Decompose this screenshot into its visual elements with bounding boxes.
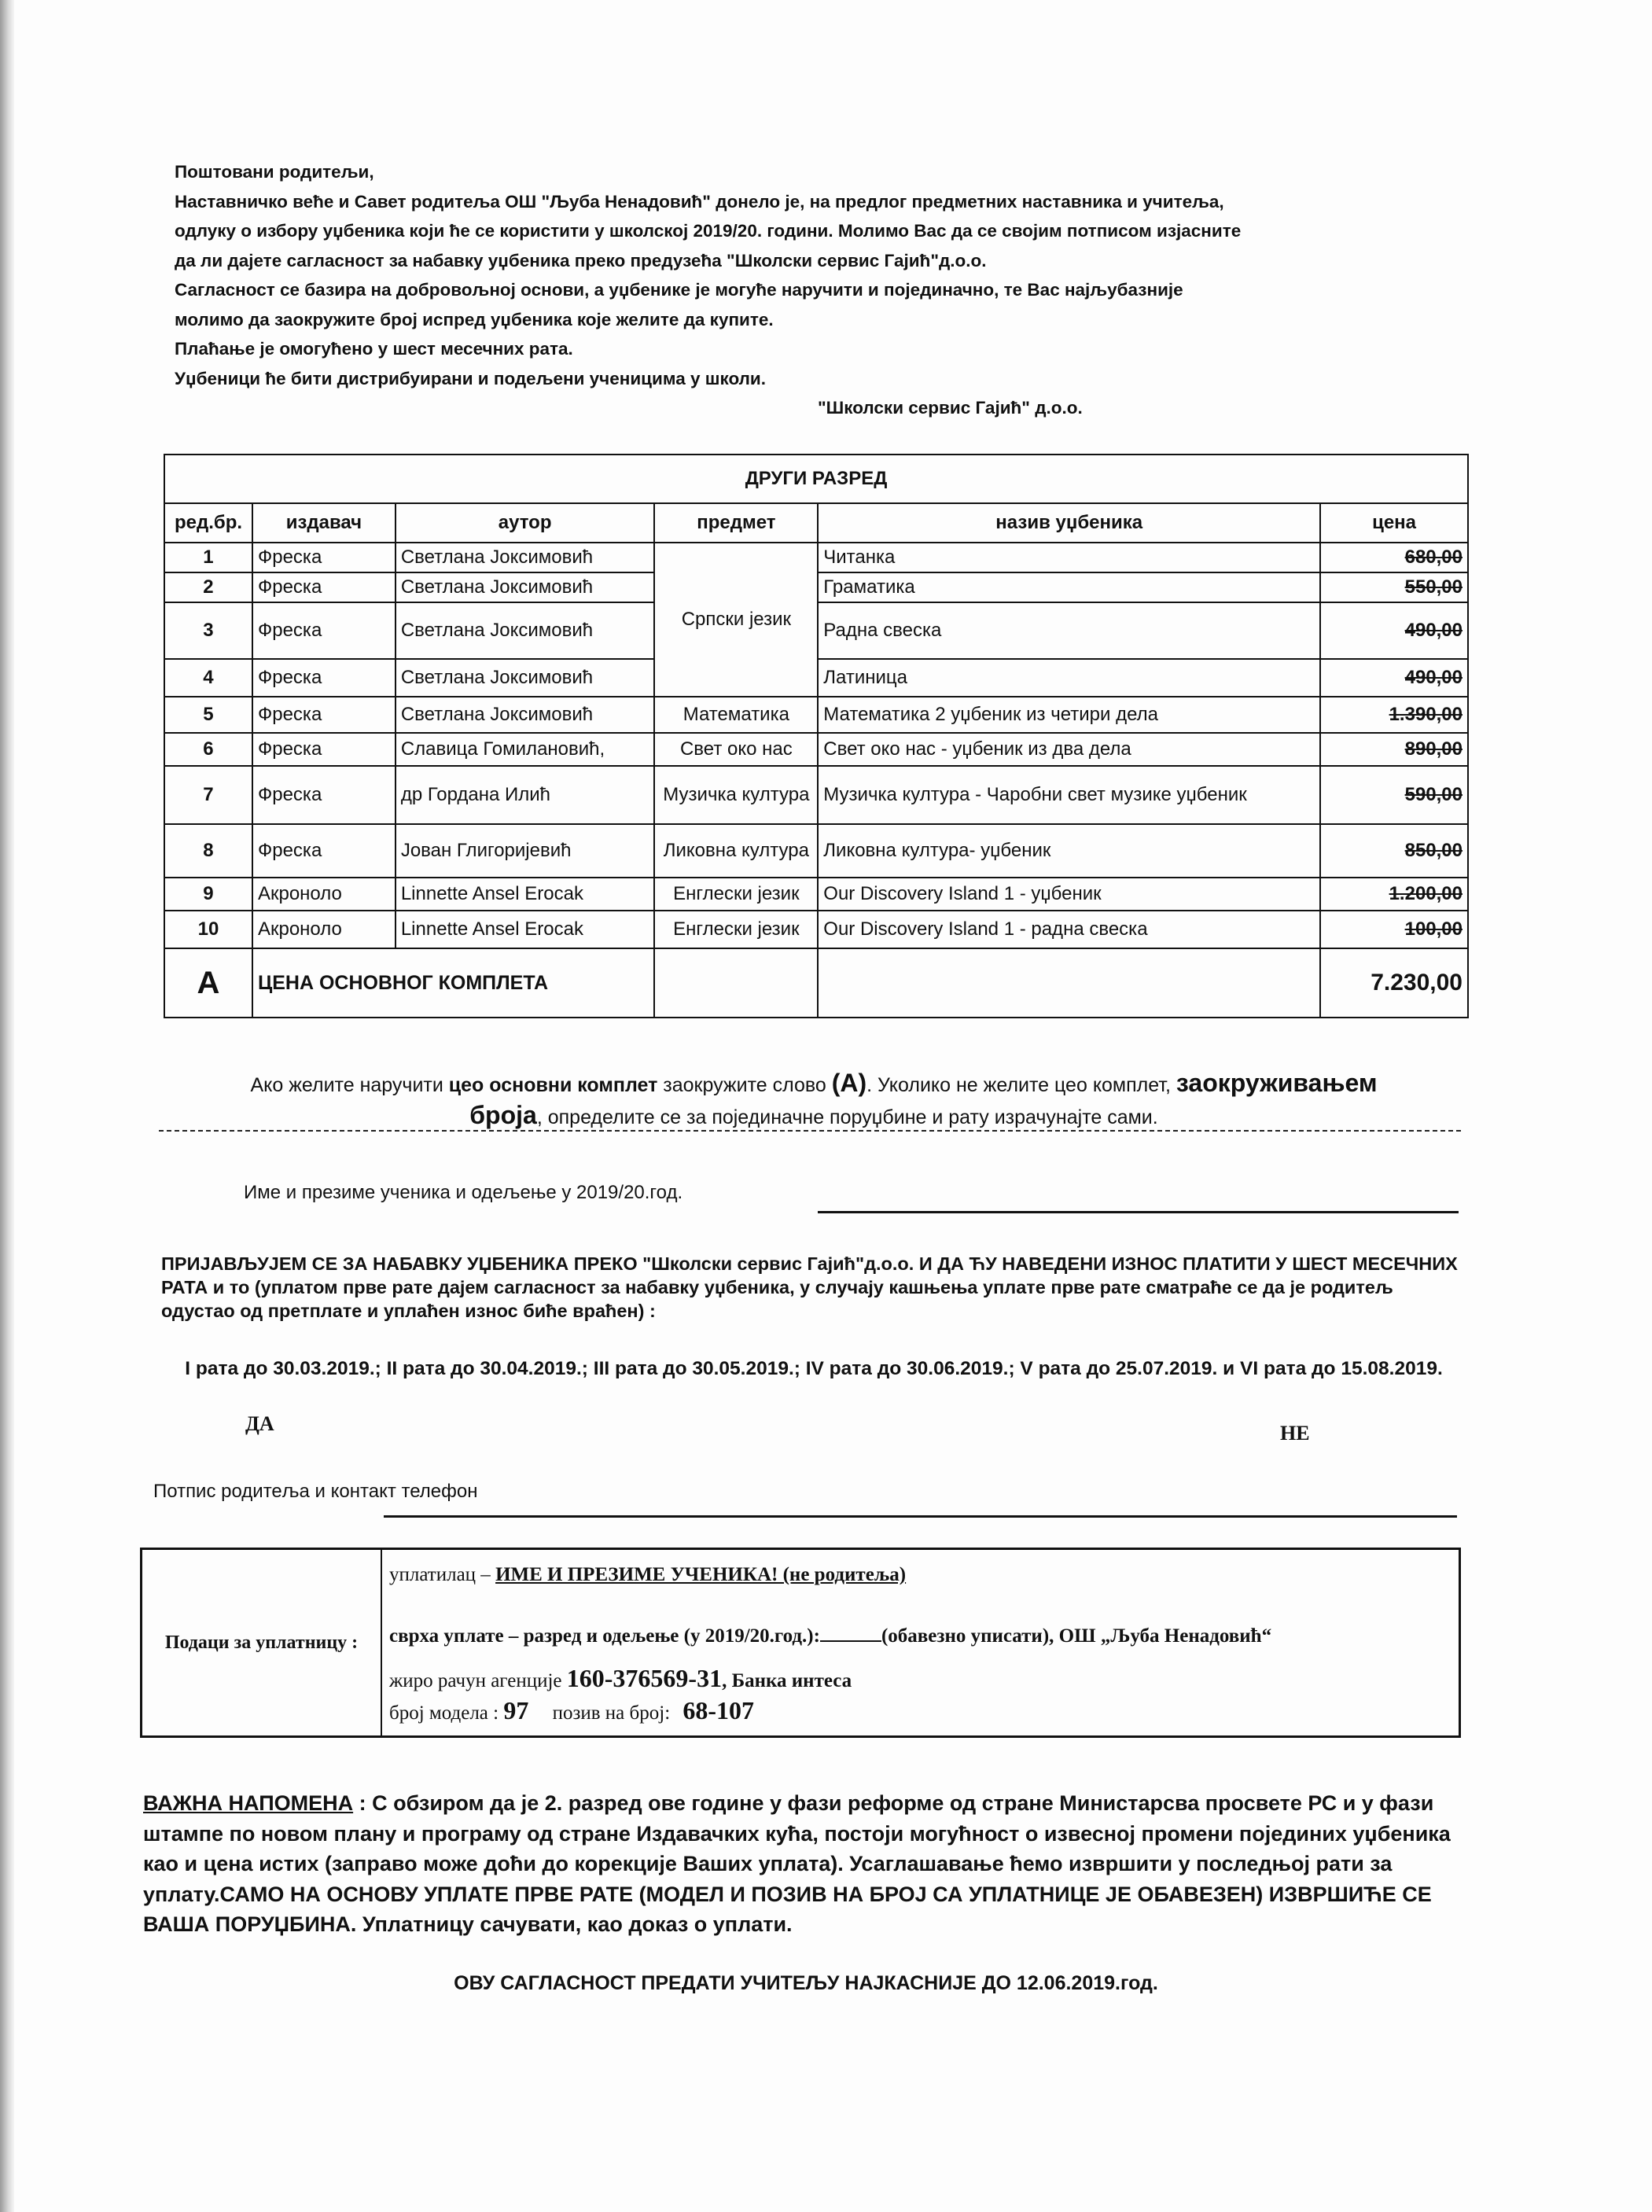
row-price: 1.200,00 bbox=[1320, 878, 1468, 911]
row-publisher: Фреска bbox=[252, 659, 396, 697]
note-text: броја bbox=[469, 1101, 537, 1129]
model-prefix: број модела : bbox=[389, 1702, 504, 1724]
row-number[interactable]: 5 bbox=[164, 697, 252, 733]
row-author: Linnette Ansel Erocak bbox=[396, 878, 655, 911]
total-label: ЦЕНА ОСНОВНОГ КОМПЛЕТА bbox=[252, 948, 654, 1018]
row-price: 490,00 bbox=[1320, 659, 1468, 697]
row-title: Радна свеска bbox=[818, 602, 1320, 659]
row-subject: Српски језик bbox=[654, 543, 818, 697]
intro-line: Поштовани родитељи, bbox=[175, 162, 374, 182]
deadline-note: ОВУ САГЛАСНОСТ ПРЕДАТИ УЧИТЕЉУ НАЈКАСНИЈЕ ДО 12.06.2019.год. bbox=[454, 1972, 1158, 1994]
row-author: Славица Гомилановић, bbox=[396, 733, 655, 766]
row-publisher: Фреска bbox=[252, 543, 396, 572]
header-subject: предмет bbox=[654, 503, 818, 543]
row-number[interactable]: 9 bbox=[164, 878, 252, 911]
row-publisher: Акроноло bbox=[252, 878, 396, 911]
model-number: 97 bbox=[503, 1696, 529, 1724]
row-title: Латиница bbox=[818, 659, 1320, 697]
order-instructions bbox=[165, 1068, 1463, 1132]
intro-line: Сагласност се базира на добровољној основи, а уџбенике је могуће наручити и појединачно, те Вас најљубазније bbox=[175, 280, 1183, 300]
row-number[interactable]: 4 bbox=[164, 659, 252, 697]
row-subject: Музичка култура bbox=[654, 766, 818, 824]
row-publisher: Акроноло bbox=[252, 911, 396, 948]
total-price: 7.230,00 bbox=[1320, 948, 1468, 1018]
table-title: ДРУГИ РАЗРЕД bbox=[164, 455, 1468, 503]
parent-signature-label: Потпис родитеља и контакт телефон bbox=[153, 1481, 478, 1502]
bank-name: , Банка интеса bbox=[722, 1670, 852, 1691]
header-no: ред.бр. bbox=[164, 503, 252, 543]
set-letter[interactable]: А bbox=[164, 948, 252, 1018]
table-row bbox=[164, 697, 1468, 733]
intro-line: молимо да заокружите број испред уџбеника које желите да купите. bbox=[175, 309, 774, 329]
student-name-field[interactable] bbox=[818, 1211, 1459, 1213]
row-number[interactable]: 1 bbox=[164, 543, 252, 572]
account-row bbox=[389, 1664, 852, 1693]
parent-signature-field[interactable] bbox=[384, 1515, 1457, 1518]
row-price: 680,00 bbox=[1320, 543, 1468, 572]
apply-statement: ПРИЈАВЉУЈЕМ СЕ ЗА НАБАВКУ УЏБЕНИКА ПРЕКО "Школски сервис Гајић"д.о.о. И ДА ЋУ НАВЕДЕНИ ИЗНОС ПЛАТИТИ У ШЕСТ МЕСЕЧНИХ РАТА и то (уплатом прве рате дајем сагласност за набавку уџбеника, у случају кашњења уплате прве рате сматраће се да је родитељ одустао од претплате и уплаћен износ биће враћен) : bbox=[161, 1253, 1458, 1321]
important-text: : С обзиром да је 2. разред ове године у фази реформе од стране Министарсва просвете РС и у фази штампе по новом плану и програму од стране Издавачких кућа, постоји могућност о извесној промени појединих уџбеника као и цена истих (заправо може доћи до корекције Ваших уплата). Усаглашавање ћемо извршити у последњој рати за уплату.САМО НА ОСНОВУ УПЛАТЕ ПРВЕ РАТЕ (МОДЕЛ И ПОЗИВ НА БРОЈ СА УПЛАТНИЦЕ ЈЕ ОБАВЕЗЕН) ИЗВРШИЋЕ СЕ ВАША ПОРУЏБИНА. Уплатницу сачувати, као доказ о уплати. bbox=[143, 1791, 1451, 1936]
no-option[interactable]: НЕ bbox=[1280, 1422, 1310, 1445]
row-price: 550,00 bbox=[1320, 572, 1468, 602]
intro-line: Уџбеници ће бити дистрибуирани и подељени ученицима у школи. bbox=[175, 368, 767, 388]
row-author: др Гордана Илић bbox=[396, 766, 655, 824]
payer-value: ИМЕ И ПРЕЗИМЕ УЧЕНИКА! (не родитеља) bbox=[495, 1564, 907, 1585]
account-prefix: жиро рачун агенције bbox=[389, 1670, 567, 1691]
row-title: Our Discovery Island 1 - радна свеска bbox=[818, 911, 1320, 948]
row-author: Светлана Јоксимовић bbox=[396, 697, 655, 733]
note-text: (А) bbox=[831, 1069, 867, 1097]
important-heading: ВАЖНА НАПОМЕНА bbox=[143, 1791, 354, 1815]
table-row bbox=[164, 733, 1468, 766]
row-number[interactable]: 8 bbox=[164, 824, 252, 878]
student-name-label: Име и презиме ученика и одељење у 2019/20.год. bbox=[244, 1182, 683, 1203]
row-title: Граматика bbox=[818, 572, 1320, 602]
model-row bbox=[389, 1696, 754, 1725]
yes-option[interactable]: ДА bbox=[245, 1412, 274, 1435]
row-number[interactable]: 10 bbox=[164, 911, 252, 948]
table-row bbox=[164, 766, 1468, 824]
row-author: Светлана Јоксимовић bbox=[396, 602, 655, 659]
row-price: 850,00 bbox=[1320, 824, 1468, 878]
row-price: 890,00 bbox=[1320, 733, 1468, 766]
row-publisher: Фреска bbox=[252, 697, 396, 733]
purpose-prefix: сврха уплате – разред и одељење (у 2019/20.год.): bbox=[389, 1625, 820, 1647]
account-number: 160-376569-31 bbox=[566, 1664, 723, 1692]
row-title: Математика 2 уџбеник из четири дела bbox=[818, 697, 1320, 733]
intro-letter bbox=[175, 157, 1464, 423]
row-number[interactable]: 6 bbox=[164, 733, 252, 766]
header-price: цена bbox=[1320, 503, 1468, 543]
total-empty-cell bbox=[654, 948, 818, 1018]
header-title: назив уџбеника bbox=[818, 503, 1320, 543]
row-publisher: Фреска bbox=[252, 766, 396, 824]
row-title: Ликовна култура- уџбеник bbox=[818, 824, 1320, 878]
purpose-row bbox=[389, 1625, 1271, 1647]
total-row bbox=[164, 948, 1468, 1018]
intro-line: да ли дајете сагласност за набавку уџбеника преко предузећа "Школски сервис Гајић"д.о.о. bbox=[175, 250, 987, 271]
row-publisher: Фреска bbox=[252, 733, 396, 766]
row-price: 590,00 bbox=[1320, 766, 1468, 824]
row-number[interactable]: 2 bbox=[164, 572, 252, 602]
row-subject: Ликовна култура bbox=[654, 824, 818, 878]
note-text: . Уколико не желите цео комплет, bbox=[866, 1074, 1176, 1096]
table-row bbox=[164, 911, 1468, 948]
header-author: аутор bbox=[396, 503, 655, 543]
payment-slip-label: Подаци за уплатницу : bbox=[142, 1550, 382, 1735]
class-blank-field[interactable] bbox=[820, 1640, 881, 1642]
total-empty-cell bbox=[818, 948, 1320, 1018]
note-text: Ако желите наручити bbox=[250, 1074, 449, 1096]
row-title: Музичка култура - Чаробни свет музике уџбеник bbox=[818, 766, 1320, 824]
table-row bbox=[164, 878, 1468, 911]
intro-signature: "Школски сервис Гајић" д.о.о. bbox=[818, 398, 1083, 418]
reference-number: 68-107 bbox=[683, 1696, 755, 1724]
scan-page-edge bbox=[0, 0, 14, 2212]
payer-row bbox=[389, 1564, 906, 1586]
row-author: Светлана Јоксимовић bbox=[396, 543, 655, 572]
dashed-divider bbox=[159, 1130, 1461, 1132]
row-subject: Свет око нас bbox=[654, 733, 818, 766]
payment-slip-box bbox=[140, 1548, 1461, 1738]
table-header-row bbox=[164, 503, 1468, 543]
row-subject: Енглески језик bbox=[654, 878, 818, 911]
reference-prefix: позив на број: bbox=[552, 1702, 675, 1724]
row-author: Светлана Јоксимовић bbox=[396, 659, 655, 697]
row-author: Linnette Ansel Erocak bbox=[396, 911, 655, 948]
row-subject: Математика bbox=[654, 697, 818, 733]
row-title: Читанка bbox=[818, 543, 1320, 572]
textbook-table bbox=[164, 454, 1469, 1018]
table-row bbox=[164, 824, 1468, 878]
row-subject: Енглески језик bbox=[654, 911, 818, 948]
row-price: 100,00 bbox=[1320, 911, 1468, 948]
important-note bbox=[143, 1788, 1464, 1940]
note-text: заокружите слово bbox=[657, 1074, 832, 1096]
row-price: 490,00 bbox=[1320, 602, 1468, 659]
row-author: Светлана Јоксимовић bbox=[396, 572, 655, 602]
installment-dates: I рата до 30.03.2019.; II рата до 30.04.2019.; III рата до 30.05.2019.; IV рата до 30.06.2019.; V рата до 25.07.2019. и VI рата до 15.08.2019. bbox=[185, 1358, 1443, 1379]
row-author: Јован Глигоријевић bbox=[396, 824, 655, 878]
row-title: Our Discovery Island 1 - уџбеник bbox=[818, 878, 1320, 911]
row-title: Свет око нас - уџбеник из два дела bbox=[818, 733, 1320, 766]
row-publisher: Фреска bbox=[252, 572, 396, 602]
intro-line: Плаћање је омогућено у шест месечних рата. bbox=[175, 339, 573, 359]
note-text: , определите се за појединачне поруџбине и рату израчунајте сами. bbox=[536, 1106, 1158, 1128]
header-publisher: издавач bbox=[252, 503, 396, 543]
row-publisher: Фреска bbox=[252, 824, 396, 878]
row-price: 1.390,00 bbox=[1320, 697, 1468, 733]
note-text: заокруживањем bbox=[1176, 1069, 1378, 1097]
table-row bbox=[164, 543, 1468, 572]
purpose-suffix: (обавезно уписати), ОШ „Љуба Ненадовић“ bbox=[881, 1625, 1272, 1647]
payer-prefix: уплатилац – bbox=[389, 1564, 496, 1585]
intro-line: Наставничко веће и Савет родитеља ОШ "Љуба Ненадовић" донело је, на предлог предметних наставника и учитеља, bbox=[175, 191, 1224, 212]
note-text: цео основни комплет bbox=[448, 1074, 658, 1096]
row-number[interactable]: 3 bbox=[164, 602, 252, 659]
row-number[interactable]: 7 bbox=[164, 766, 252, 824]
intro-line: одлуку о избору уџбеника који ће се користити у школској 2019/20. години. Молимо Вас да се својим потписом изјасните bbox=[175, 221, 1242, 241]
row-publisher: Фреска bbox=[252, 602, 396, 659]
